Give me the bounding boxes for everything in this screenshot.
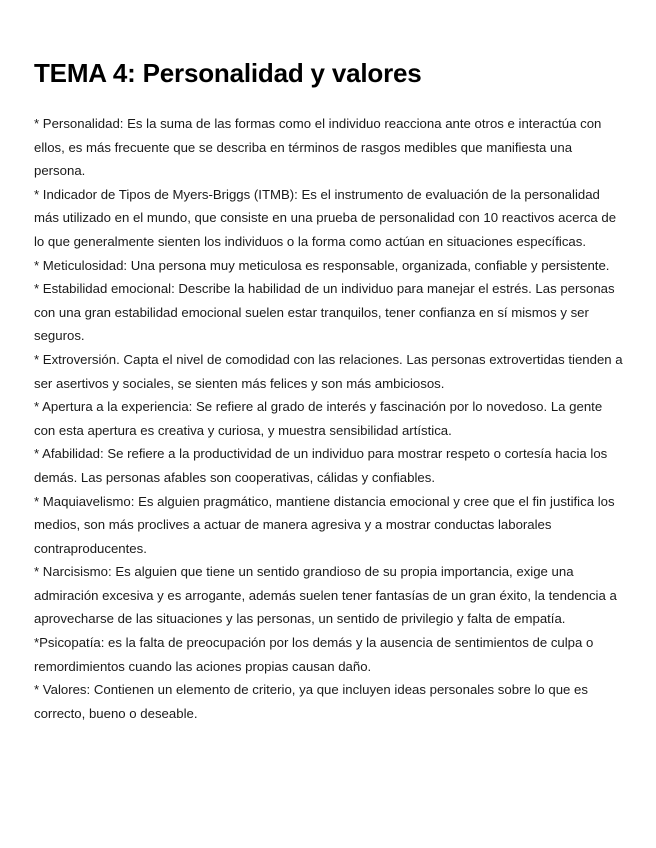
paragraph-extroversion: * Extroversión. Capta el nivel de comodidad con las relaciones. Las personas extrovertidas tienden a ser asertivos y sociales, se sienten más felices y son más ambiciosos. (34, 351, 623, 391)
paragraph-valores: * Valores: Contienen un elemento de criterio, ya que incluyen ideas personales sobre lo que es correcto, bueno o deseable. (34, 682, 588, 721)
paragraph-maquiavelismo: * Maquiavelismo: Es alguien pragmático, mantiene distancia emocional y cree que el fin justifica los medios, son más proclives a actuar de manera agresiva y a mostrar conductas laborales contraproducentes. (34, 493, 615, 556)
paragraph-afabilidad: * Afabilidad: Se refiere a la productividad de un individuo para mostrar respeto o cortesía hacia los demás. Las personas afables son cooperativas, cálidas y confiables. (34, 446, 608, 485)
paragraph-personalidad: * Personalidad: Es la suma de las formas como el individuo reacciona ante otros e interactúa con ellos, es más frecuente que se describa en términos de rasgos medibles que manifiesta una persona. (34, 116, 602, 179)
document-title: TEMA 4: Personalidad y valores (34, 58, 422, 88)
paragraph-psicopatia: *Psicopatía: es la falta de preocupación por los demás y la ausencia de sentimientos de culpa o remordimientos cuando las aciones propias causan daño. (34, 635, 594, 674)
paragraph-estabilidad-emocional: * Estabilidad emocional: Describe la habilidad de un individuo para manejar el estrés. Las personas con una gran estabilidad emocional suelen estar tranquilos, tener confianza en sí mismos y ser seguros. (34, 281, 615, 344)
paragraph-itmb: * Indicador de Tipos de Myers-Briggs (ITMB): Es el instrumento de evaluación de la personalidad más utilizado en el mundo, que consiste en una prueba de personalidad con 10 reactivos acerca de lo que generalmente sienten los individuos o la forma como actúan en situaciones específicas. (34, 186, 617, 249)
paragraph-meticulosidad: * Meticulosidad: Una persona muy meticulosa es responsable, organizada, confiable y persistente. (34, 257, 610, 273)
paragraph-narcisismo: * Narcisismo: Es alguien que tiene un sentido grandioso de su propia importancia, exige una admiración excesiva y es arrogante, además suelen tener fantasías de un gran éxito, la tendencia a aprovecharse de las situaciones y las personas, un sentido de privilegio y falta de empatía. (34, 564, 617, 627)
paragraph-apertura: * Apertura a la experiencia: Se refiere al grado de interés y fascinación por lo novedoso. La gente con esta apertura es creativa y curiosa, y muestra sensibilidad artística. (34, 399, 603, 438)
document-body (34, 112, 626, 725)
document-page (34, 56, 626, 725)
